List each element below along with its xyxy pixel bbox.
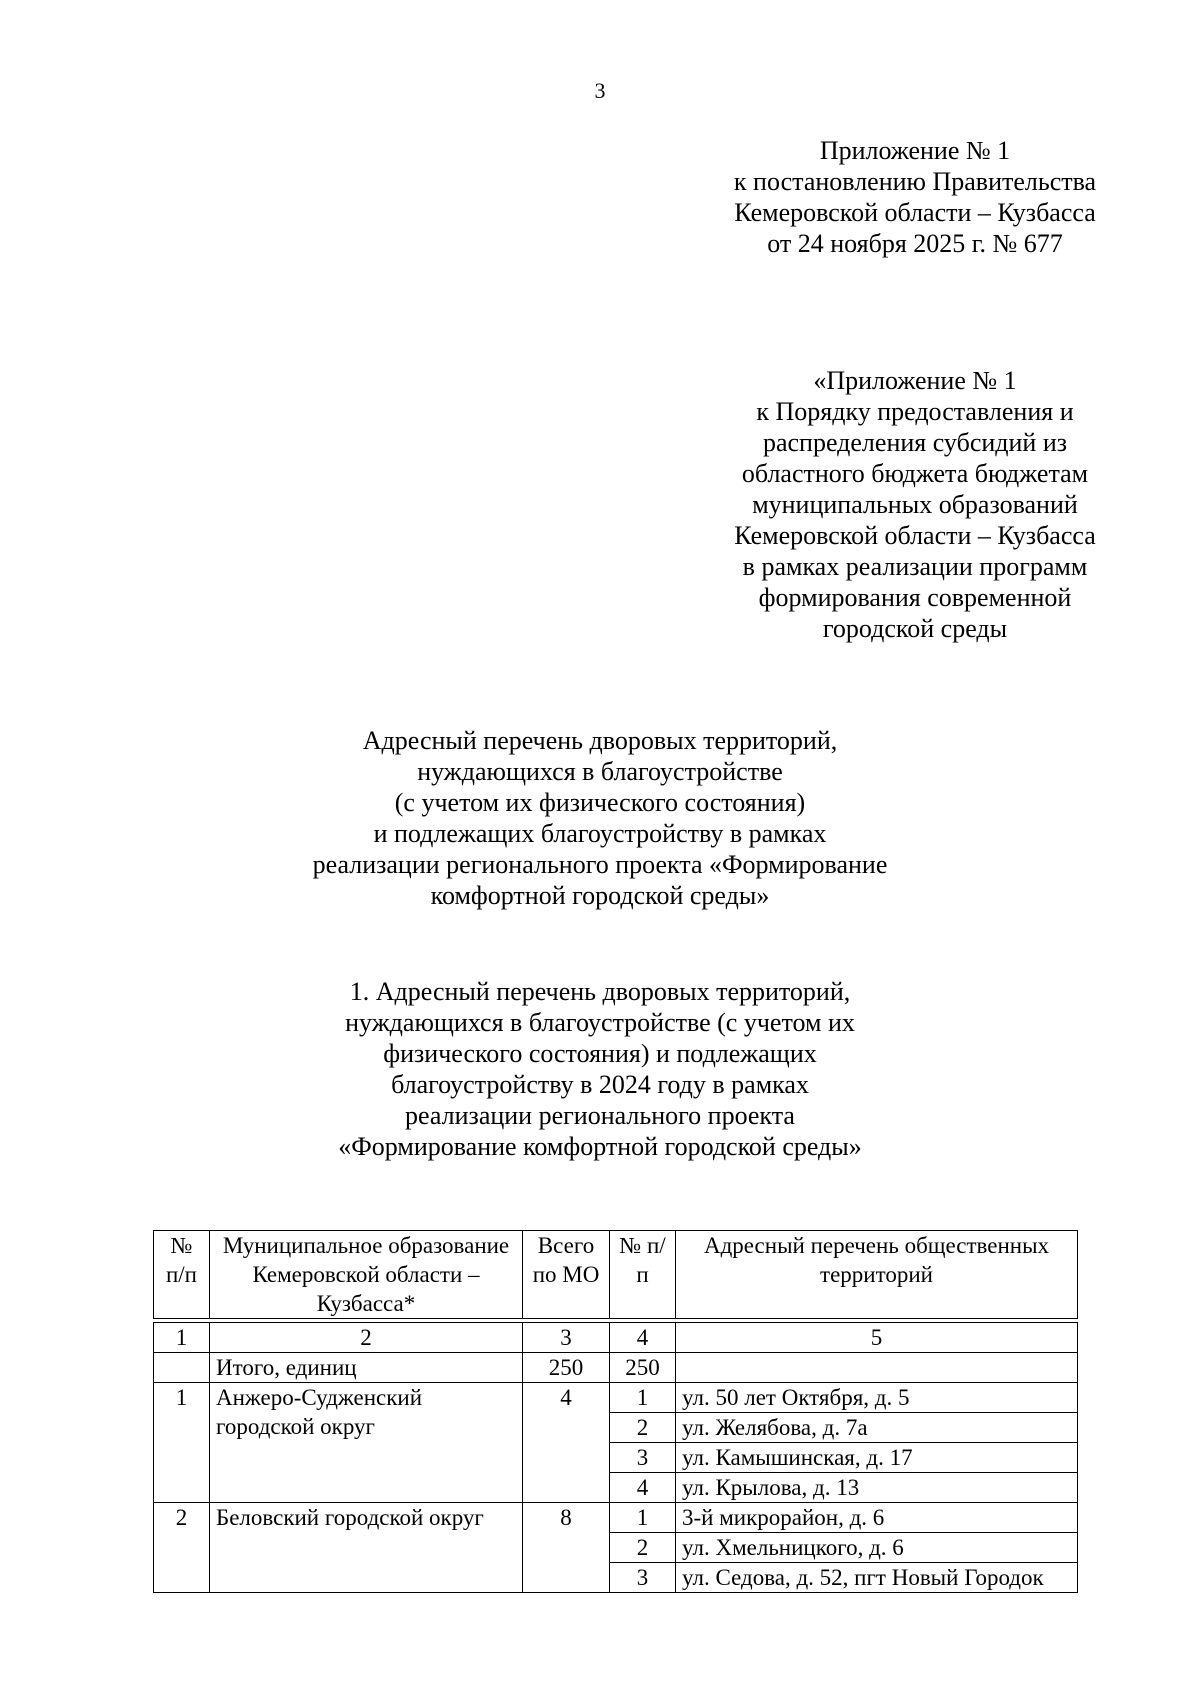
appendix-header — [680, 135, 1150, 259]
group-municipality: Анжеро-Судженский городской округ — [210, 1383, 523, 1503]
inner-appendix-line: Кемеровской области – Кузбасса — [734, 521, 1096, 550]
total-label: Итого, единиц — [210, 1353, 523, 1383]
group-num: 2 — [154, 1503, 210, 1593]
total-num-cell — [154, 1353, 210, 1383]
row-num: 2 — [610, 1533, 676, 1563]
row-address: 3-й микрорайон, д. 6 — [676, 1503, 1078, 1533]
col-number: 5 — [676, 1323, 1078, 1353]
inner-appendix-line: распределения субсидий из — [762, 428, 1068, 457]
header-total: Всего по МО — [523, 1231, 610, 1319]
inner-appendix-header — [680, 365, 1150, 644]
appendix-line: Приложение № 1 — [819, 136, 1011, 165]
inner-appendix-line: формирования современной — [758, 583, 1072, 612]
table-row — [154, 1503, 1078, 1533]
section-line: 1. Адресный перечень дворовых территорий, — [349, 977, 851, 1006]
header-municipality: Муниципальное образование Кемеровской области – Кузбасса* — [210, 1231, 523, 1319]
row-address: ул. Камышинская, д. 17 — [676, 1443, 1078, 1473]
header-sub-num: № п/п — [610, 1231, 676, 1319]
inner-appendix-line: к Порядку предоставления и — [756, 397, 1074, 426]
table-header-row — [154, 1231, 1078, 1319]
inner-appendix-line: «Приложение № 1 — [813, 366, 1017, 395]
column-numbers-row — [154, 1323, 1078, 1353]
inner-appendix-line: в рамках реализации программ — [742, 552, 1088, 581]
inner-appendix-line: городской среды — [822, 614, 1008, 643]
appendix-line: к постановлению Правительства — [733, 167, 1097, 196]
header-addresses: Адресный перечень общественных территорий — [676, 1231, 1078, 1319]
section-line: физического состояния) и подлежащих — [383, 1039, 817, 1068]
row-num: 4 — [610, 1473, 676, 1503]
group-num: 1 — [154, 1383, 210, 1503]
row-address: ул. Седова, д. 52, пгт Новый Городок — [676, 1563, 1078, 1593]
page-number: 3 — [594, 78, 606, 103]
title-line: нуждающихся в благоустройстве — [417, 757, 783, 786]
inner-appendix-line: муниципальных образований — [752, 490, 1078, 519]
section-title — [320, 976, 880, 1162]
group-total: 4 — [523, 1383, 610, 1503]
appendix-line: Кемеровской области – Кузбасса — [734, 198, 1096, 227]
section-line: благоустройству в 2024 году в рамках — [391, 1070, 809, 1099]
title-line: реализации регионального проекта «Формирование — [312, 850, 888, 879]
col-number: 4 — [610, 1323, 676, 1353]
header-num: № п/п — [154, 1231, 210, 1319]
section-line: нуждающихся в благоустройстве (с учетом их — [345, 1008, 855, 1037]
row-num: 2 — [610, 1413, 676, 1443]
row-address: ул. Крылова, д. 13 — [676, 1473, 1078, 1503]
row-num: 1 — [610, 1383, 676, 1413]
row-num: 1 — [610, 1503, 676, 1533]
section-line: «Формирование комфортной городской среды» — [338, 1132, 862, 1161]
total-all: 250 — [523, 1353, 610, 1383]
row-address: ул. Хмельницкого, д. 6 — [676, 1533, 1078, 1563]
document-title — [300, 725, 900, 911]
title-line: и подлежащих благоустройству в рамках — [373, 819, 827, 848]
title-line: (с учетом их физического состояния) — [394, 788, 806, 817]
total-row — [154, 1353, 1078, 1383]
title-line: комфортной городской среды» — [430, 881, 770, 910]
section-line: реализации регионального проекта — [405, 1101, 795, 1130]
inner-appendix-line: областного бюджета бюджетам — [741, 459, 1089, 488]
col-number: 1 — [154, 1323, 210, 1353]
total-address-cell — [676, 1353, 1078, 1383]
col-number: 2 — [210, 1323, 523, 1353]
appendix-line: от 24 ноября 2025 г. № 677 — [767, 229, 1063, 258]
address-table — [153, 1230, 1078, 1593]
row-address: ул. Желябова, д. 7а — [676, 1413, 1078, 1443]
row-num: 3 — [610, 1563, 676, 1593]
row-address: ул. 50 лет Октября, д. 5 — [676, 1383, 1078, 1413]
total-count: 250 — [610, 1353, 676, 1383]
group-total: 8 — [523, 1503, 610, 1593]
col-number: 3 — [523, 1323, 610, 1353]
title-line: Адресный перечень дворовых территорий, — [362, 726, 838, 755]
row-num: 3 — [610, 1443, 676, 1473]
table-row — [154, 1383, 1078, 1413]
group-municipality: Беловский городской округ — [210, 1503, 523, 1593]
